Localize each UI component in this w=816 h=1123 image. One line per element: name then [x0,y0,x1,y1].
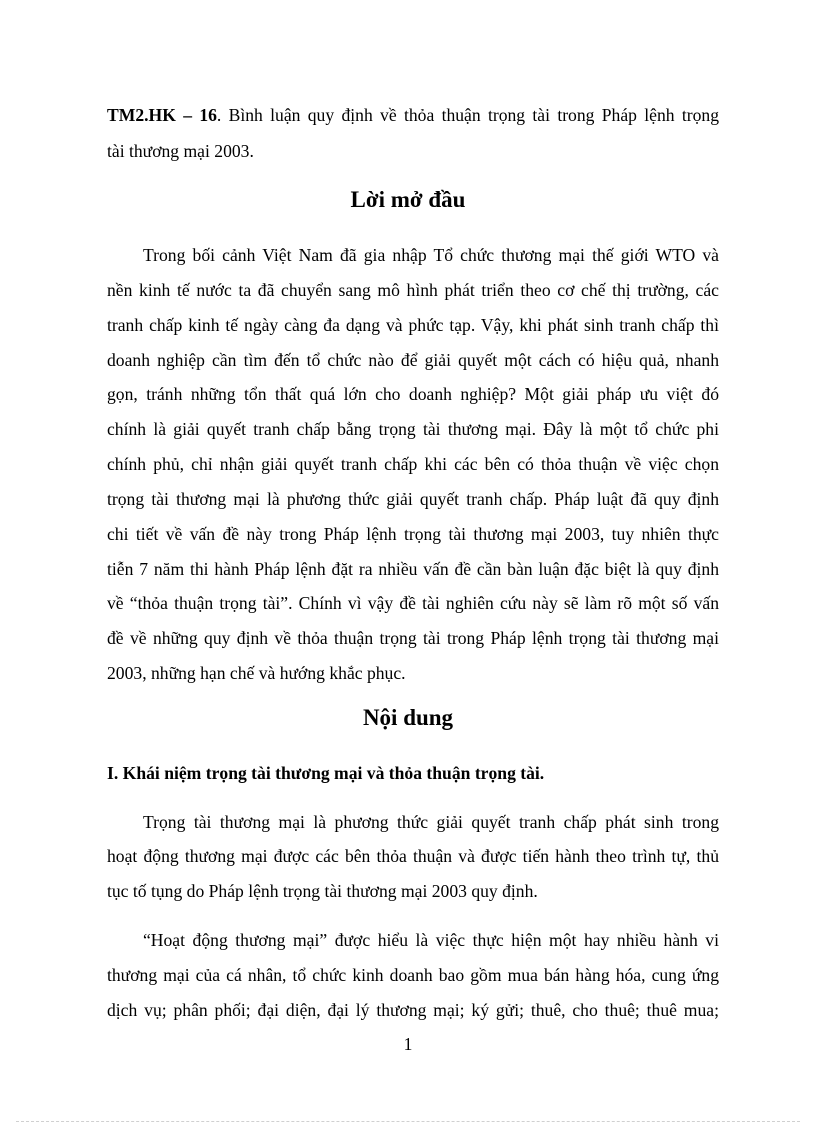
intro-line: tranh chấp kinh tế ngày càng đa dạng và phức tạp. Vậy, khi phát sinh tranh chấp thì [107,315,719,335]
title-line-2: tài thương mại 2003. [107,141,254,161]
intro-line: chính là giải quyết tranh chấp bằng trọng tài thương mại. Đây là một tổ chức phi [107,419,719,439]
section-1-p1-line: Trọng tài thương mại là phương thức giải quyết tranh chấp phát sinh trong [143,812,719,832]
section-1-p2-line: thương mại của cá nhân, tổ chức kinh doanh bao gồm mua bán hàng hóa, cung ứng [107,965,719,985]
section-1-p1-line: tục tố tụng do Pháp lệnh trọng tài thương mại 2003 quy định. [107,881,538,901]
intro-line: chính phủ, chỉ nhận giải quyết tranh chấp khi các bên có thỏa thuận về việc chọn [107,454,719,474]
page-boundary-divider [16,1121,800,1122]
section-1-title: I. Khái niệm trọng tài thương mại và thỏa thuận trọng tài. [107,763,545,783]
intro-line: 2003, những hạn chế và hướng khắc phục. [107,663,406,683]
intro-line: về “thỏa thuận trọng tài”. Chính vì vậy đề tài nghiên cứu này sẽ làm rõ một số vấn [107,593,719,613]
section-1-p2-line: dịch vụ; phân phối; đại diện, đại lý thương mại; ký gửi; thuê, cho thuê; thuê mua; [107,1000,719,1020]
section-1-p1-line: hoạt động thương mại được các bên thỏa thuận và được tiến hành theo trình tự, thủ [107,846,719,866]
content-heading: Nội dung [362,705,454,730]
intro-line: nền kinh tế nước ta đã chuyển sang mô hình phát triển theo cơ chế thị trường, các [107,280,719,300]
intro-line: doanh nghiệp cần tìm đến tổ chức nào để giải quyết một cách có hiệu quả, nhanh [107,350,719,370]
intro-line: gọn, tránh những tổn thất quá lớn cho doanh nghiệp? Một giải pháp ưu việt đó [107,384,719,404]
title-code: TM2.HK – 16 [107,105,217,125]
title-text: . Bình luận quy định về thỏa thuận trọng tài trong Pháp lệnh trọng [216,105,719,125]
intro-heading: Lời mở đầu [350,187,466,212]
intro-line: Trong bối cảnh Việt Nam đã gia nhập Tổ chức thương mại thế giới WTO và [143,245,719,265]
title-line-1 [107,105,719,125]
section-1-p2-line: “Hoạt động thương mại” được hiểu là việc thực hiện một hay nhiều hành vi [143,930,719,950]
page-number: 1 [403,1034,413,1054]
intro-line: đề về những quy định về thỏa thuận trọng tài trong Pháp lệnh trọng tài thương mại [107,628,719,648]
intro-line: chi tiết về vấn đề này trong Pháp lệnh trọng tài thương mại 2003, tuy nhiên thực [107,524,719,544]
intro-line: trọng tài thương mại là phương thức giải quyết tranh chấp. Pháp luật đã quy định [107,489,719,509]
intro-line: tiễn 7 năm thi hành Pháp lệnh đặt ra nhiều vấn đề cần bàn luận đặc biệt là quy định [107,559,719,579]
